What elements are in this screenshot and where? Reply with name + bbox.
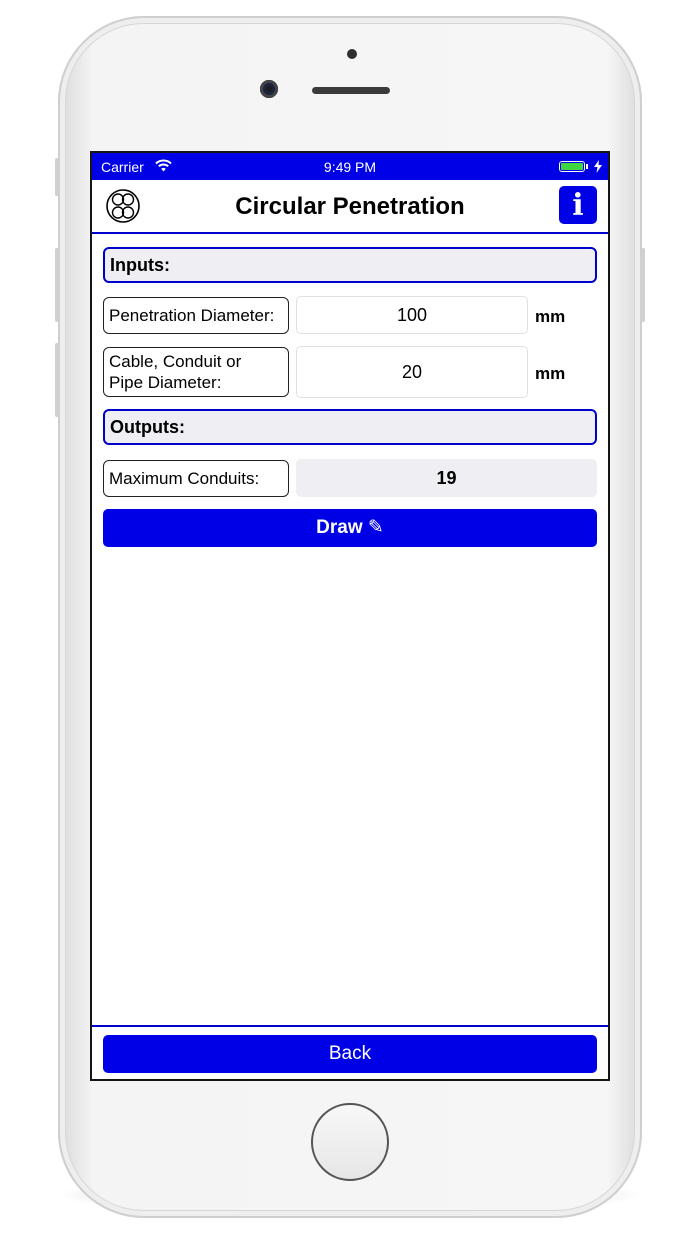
penetration-diameter-input[interactable]: 100: [296, 296, 528, 334]
penetration-diameter-label-text: Penetration Diameter:: [109, 306, 275, 325]
maximum-conduits-label-text: Maximum Conduits:: [109, 469, 260, 488]
earpiece-speaker: [312, 87, 390, 94]
penetration-diameter-label: [103, 297, 289, 334]
page-title: Circular Penetration: [235, 193, 465, 220]
mute-switch: [55, 158, 59, 196]
home-button[interactable]: [311, 1103, 389, 1181]
charging-bolt-icon: [594, 160, 602, 173]
navigation-bar: [92, 180, 608, 234]
cable-label-line2: Pipe Diameter:: [109, 373, 222, 392]
cable-diameter-input[interactable]: 20: [296, 346, 528, 398]
inputs-header: Inputs:: [103, 247, 597, 283]
battery-icon: [559, 161, 585, 172]
volume-up-button: [55, 248, 59, 322]
penetration-unit: mm: [535, 307, 566, 326]
maximum-conduits-label: [103, 460, 289, 497]
cable-diameter-label: [103, 347, 289, 397]
volume-down-button: [55, 343, 59, 417]
carrier-label: Carrier: [101, 159, 144, 175]
proximity-sensor: [347, 49, 357, 59]
app-screen: [90, 151, 610, 1081]
battery-tip: [586, 164, 588, 169]
status-bar: [92, 153, 608, 180]
outputs-header: Outputs:: [103, 409, 597, 445]
info-button[interactable]: i: [559, 186, 597, 224]
cable-label-line1: Cable, Conduit or: [109, 352, 242, 371]
status-time: 9:49 PM: [323, 159, 377, 175]
power-button: [641, 248, 645, 322]
maximum-conduits-value: 19: [296, 459, 597, 497]
front-camera: [260, 80, 278, 98]
back-button[interactable]: Back: [103, 1035, 597, 1073]
cable-unit: mm: [535, 364, 566, 383]
cable-diameter-label-text: [109, 351, 241, 393]
draw-button[interactable]: Draw ✎: [103, 509, 597, 547]
footer-divider: [92, 1025, 608, 1027]
